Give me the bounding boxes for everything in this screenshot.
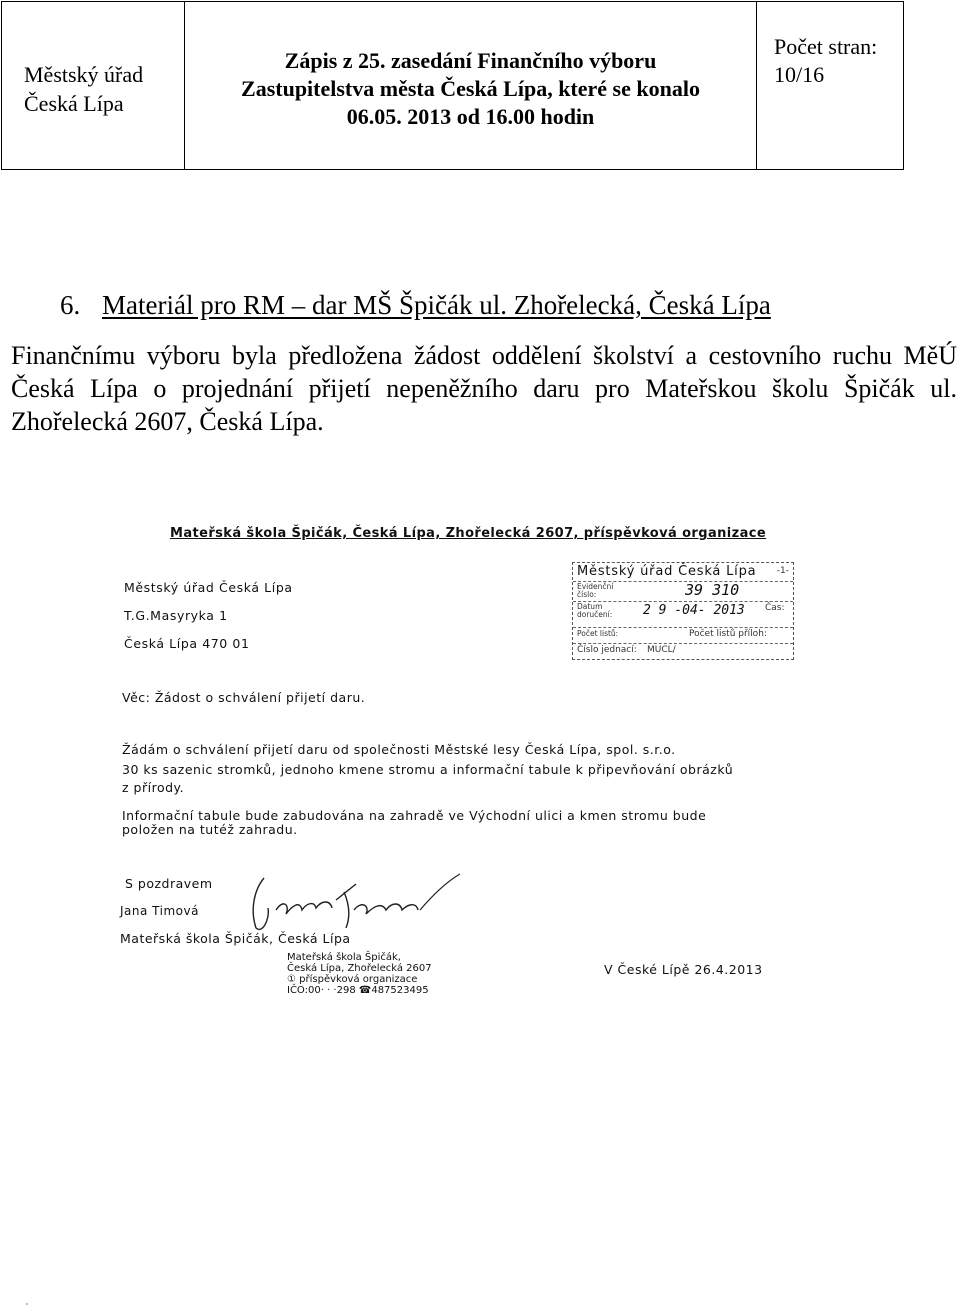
addressee-line-1: Městský úřad Česká Lípa [124,580,293,595]
addressee-line-2: T.G.Masyryka 1 [124,608,228,623]
office-city: Česká Lípa [24,91,124,116]
letter-body-line-1: Žádám o schválení přijetí daru od společnosti Městské lesy Česká Lípa, spol. s.r.o. [122,742,676,757]
letter-place-date: V České Lípě 26.4.2013 [604,962,763,977]
school-stamp-line-2: Česká Lípa, Zhořelecká 2607 [287,963,432,974]
page-count-label: Počet stran: [774,34,878,59]
scanned-letter [112,520,832,1010]
page-count-value: 10/16 [774,62,825,87]
header-title [185,2,757,169]
letter-body-line-4: Informační tabule bude zabudována na zahradě ve Východní ulici a kmen stromu bude [122,808,707,823]
title-line-3: 06.05. 2013 od 16.00 hodin [346,104,595,129]
received-label: Datum doručení: [577,602,613,619]
section-title: Materiál pro RM – dar MŠ Špičák ul. Zhořelecká, Česká Lípa [102,290,771,320]
evidence-value: 39 310 [685,581,740,599]
received-value: 2 9 -04- 2013 [643,603,745,618]
scan-speck [26,1303,28,1305]
header-office [2,2,185,169]
section-paragraph: Finančnímu výboru byla předložena žádost oddělení školství a cestovního ruchu MěÚ Česká Lípa o projednání přijetí nepeněžního daru pro Mateřskou školu Špičák ul. Zhořelecká 2607, Česká Lípa. [11,341,957,436]
letter-body-line-3: z přírody. [122,780,185,795]
school-stamp-line-4: IČO:00· · ·298 ☎487523495 [287,985,429,996]
school-stamp-line-1: Mateřská škola Špičák, [287,952,401,963]
title-line-1: Zápis z 25. zasedání Finančního výboru [284,48,657,73]
attachments-label: Počet listů příloh: [689,629,767,639]
letter-signer-org: Mateřská škola Špičák, Česká Lípa [120,931,351,946]
letterhead: Mateřská škola Špičák, Česká Lípa, Zhořelecká 2607, příspěvková organizace [170,526,767,541]
registry-stamp-title: Městský úřad Česká Lípa [577,564,757,579]
ref-label: Číslo jednací: [577,645,637,655]
registry-stamp [572,562,794,660]
section-number: 6. [60,290,81,320]
office-name: Městský úřad [24,62,144,87]
letter-signer-name: Jana Timová [120,904,199,918]
signature-image [232,870,482,940]
addressee-line-3: Česká Lípa 470 01 [124,636,250,651]
ref-value: MUCL/ [647,645,676,655]
letter-body-line-2: 30 ks sazenic stromků, jednoho kmene stromu a informační tabule k připevňování obrázků [122,762,734,777]
letter-body-line-5: položen na tutéž zahradu. [122,822,298,837]
section-heading [60,290,771,321]
sheets-label: Počet listů: [577,629,619,638]
school-stamp [287,952,432,996]
time-label: Čas: [765,603,785,613]
school-stamp-line-3: ① příspěvková organizace [287,974,418,985]
letter-greeting: S pozdravem [125,876,213,891]
registry-stamp-page: -1- [776,566,789,576]
document-header [1,1,904,170]
evidence-label: Evidenční číslo: [577,582,614,599]
title-line-2: Zastupitelstva města Česká Lípa, které se konalo [241,76,700,101]
letter-subject: Věc: Žádost o schválení přijetí daru. [122,690,366,705]
header-page-count [757,2,903,169]
